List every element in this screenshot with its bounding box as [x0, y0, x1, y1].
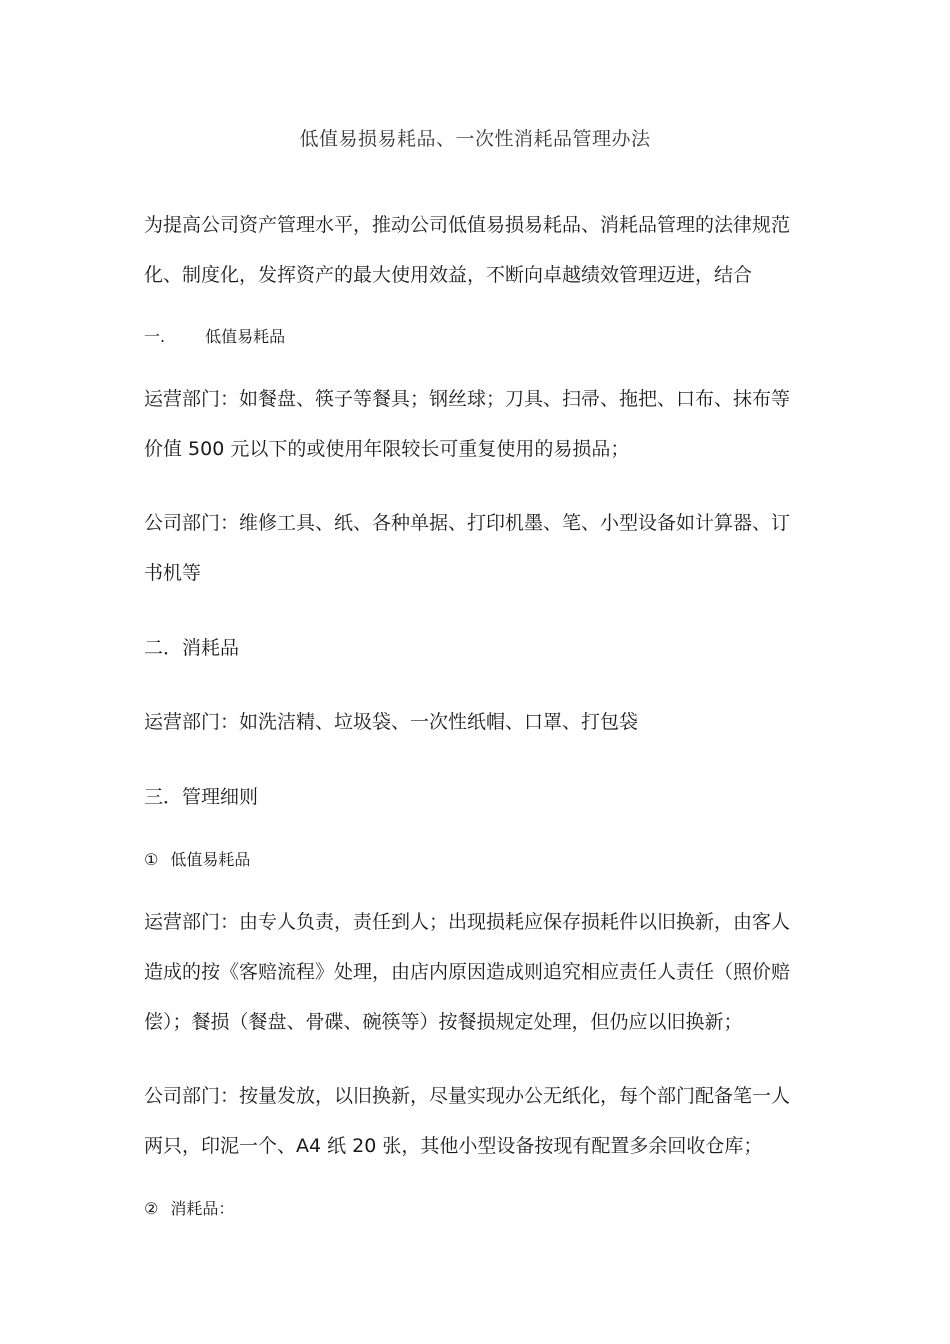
- section-2-heading: 二．消耗品: [144, 637, 240, 659]
- document-title: 低值易损易耗品、一次性消耗品管理办法: [299, 128, 651, 150]
- subsection-1-company-paragraph: [144, 1071, 804, 1171]
- subsection-1-ops-line-3: 偿）；餐损（餐盘、骨碟、碗筷等）按餐损规定处理，但仍应以旧换新；: [144, 1011, 743, 1033]
- section-2-ops-paragraph: [144, 697, 804, 747]
- subsection-1-company-line-2: 两只，印泥一个、A4 纸 20 张，其他小型设备按现有配置多余回收仓库；: [144, 1135, 763, 1157]
- intro-paragraph: [144, 200, 804, 300]
- subsection-2-label: 消耗品：: [170, 1199, 235, 1218]
- section-1-ops-paragraph: [144, 374, 804, 474]
- section-1-heading: [144, 325, 285, 349]
- section-1-company-paragraph: [144, 498, 804, 598]
- section-2-ops-line-1: 运营部门：如洗洁精、垃圾袋、一次性纸帽、口罩、打包袋: [144, 711, 639, 733]
- subsection-1-heading: [144, 848, 250, 872]
- section-1-label: 低值易耗品: [205, 327, 286, 346]
- section-1-company-line-1: 公司部门：维修工具、纸、各种单据、打印机墨、笔、小型设备如计算器、订: [144, 512, 791, 534]
- subsection-2-marker: ②: [144, 1199, 159, 1218]
- section-3-heading: 三．管理细则: [144, 786, 259, 808]
- section-1-ops-line-2: 价值 500 元以下的或使用年限较长可重复使用的易损品；: [144, 438, 630, 460]
- intro-line-2: 化、制度化，发挥资产的最大使用效益，不断向卓越绩效管理迈进，结合: [144, 264, 753, 286]
- section-1-company-line-2: 书机等: [144, 562, 202, 584]
- subsection-1-marker: ①: [144, 850, 159, 869]
- subsection-1-ops-paragraph: [144, 897, 804, 1047]
- subsection-1-ops-line-1: 运营部门：由专人负责，责任到人；出现损耗应保存损耗件以旧换新，由客人: [144, 911, 791, 933]
- subsection-1-ops-line-2: 造成的按《客赔流程》处理，由店内原因造成则追究相应责任人责任（照价赔: [144, 961, 791, 983]
- subsection-1-company-line-1: 公司部门：按量发放，以旧换新，尽量实现办公无纸化，每个部门配备笔一人: [144, 1085, 791, 1107]
- section-1-number: 一.: [144, 327, 166, 346]
- subsection-2-heading: [144, 1197, 234, 1221]
- intro-line-1: 为提高公司资产管理水平，推动公司低值易损易耗品、消耗品管理的法律规范: [144, 214, 791, 236]
- subsection-1-label: 低值易耗品: [170, 850, 251, 869]
- section-1-ops-line-1: 运营部门：如餐盘、筷子等餐具；钢丝球；刀具、扫帚、拖把、口布、抹布等: [144, 388, 791, 410]
